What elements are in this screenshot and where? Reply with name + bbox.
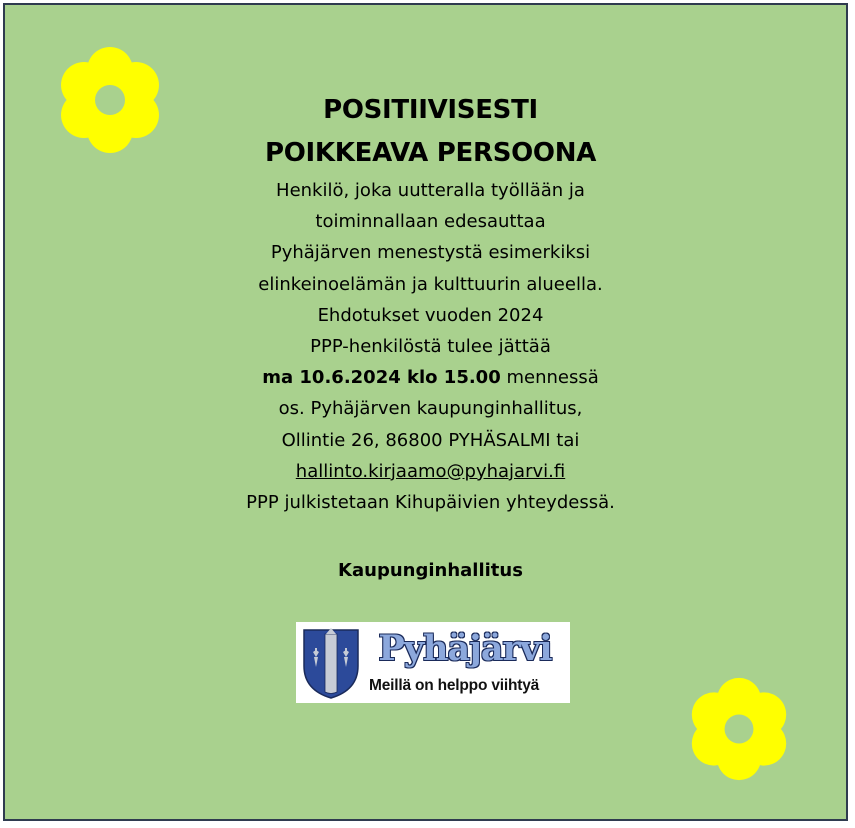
email-link[interactable]: hallinto.kirjaamo@pyhajarvi.fi: [295, 460, 566, 482]
title-line-2: POIKKEAVA PERSOONA: [264, 138, 597, 168]
notice-card: [3, 3, 848, 821]
flower-icon: [686, 673, 792, 785]
address-line-2: Ollintie 26, 86800 PYHÄSALMI tai: [281, 429, 580, 451]
deadline-date: ma 10.6.2024 klo 15.00: [262, 367, 501, 389]
coat-of-arms-icon: [296, 622, 366, 703]
closing-line: PPP julkistetaan Kihupäivien yhteydessä.: [246, 492, 615, 514]
body-line: Ehdotukset vuoden 2024: [317, 304, 544, 326]
body-line: toiminnallaan edesauttaa: [315, 211, 546, 233]
body-line: elinkeinoelämän ja kulttuurin alueella.: [258, 273, 603, 295]
deadline-suffix: mennessä: [500, 367, 599, 389]
body-line: PPP-henkilöstä tulee jättää: [310, 336, 551, 358]
body-line: Pyhäjärven menestystä esimerkiksi: [270, 242, 591, 264]
logo-wordmark: Pyhäjärvi: [378, 628, 552, 669]
email-line: [5, 456, 855, 487]
title-line-1: POSITIIVISESTI: [323, 95, 538, 125]
notice-content: [5, 89, 855, 583]
address-line-1: os. Pyhäjärven kaupunginhallitus,: [278, 398, 583, 420]
pyhajarvi-logo: [296, 622, 570, 703]
signature: Kaupunginhallitus: [338, 560, 523, 582]
body-line: Henkilö, joka uutteralla työllään ja: [276, 180, 585, 201]
logo-slogan: Meillä on helppo viihtyä: [369, 677, 540, 694]
deadline-line: [5, 362, 855, 393]
